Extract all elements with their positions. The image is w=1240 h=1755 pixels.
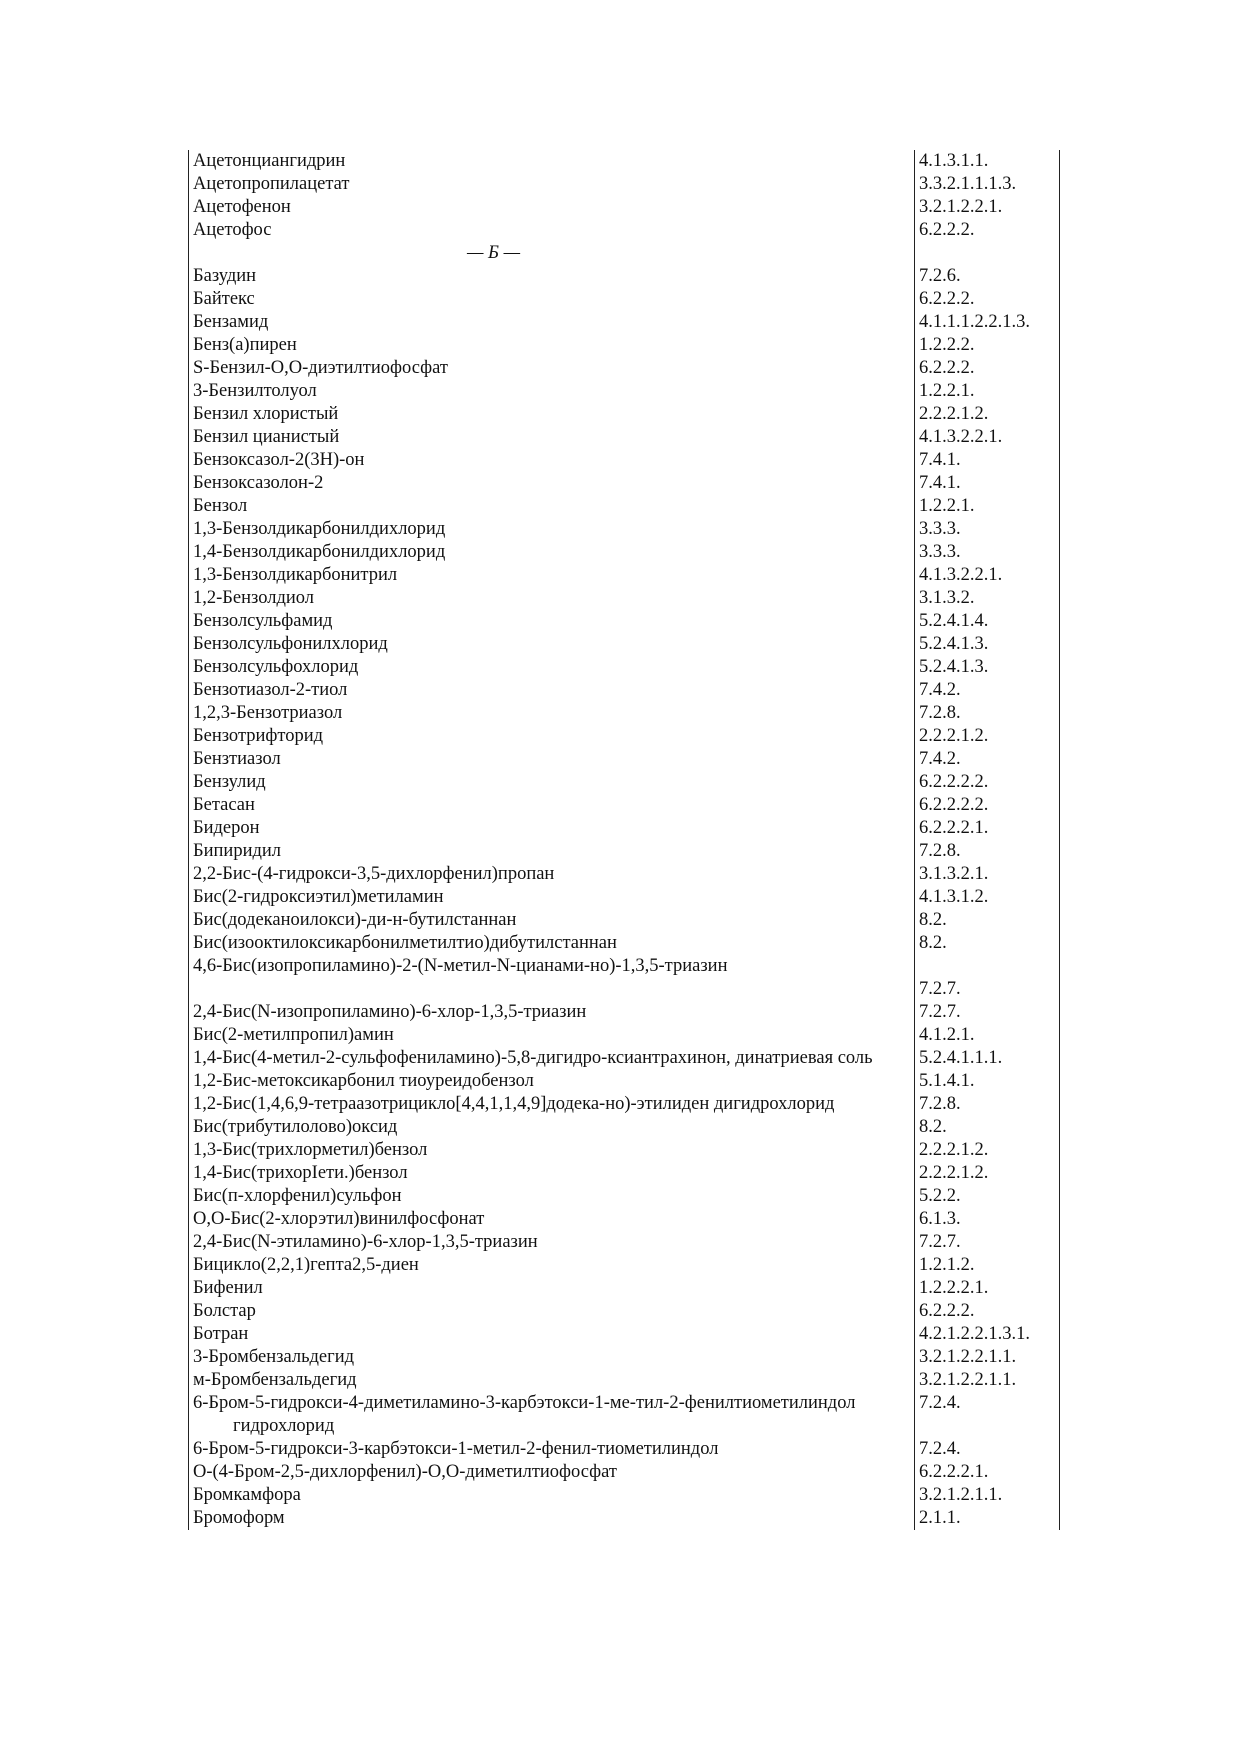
entry-ref: 2.2.2.1.2. <box>915 1162 1060 1185</box>
index-entry <box>189 725 1060 748</box>
entry-ref: 7.2.7. <box>915 1231 1060 1254</box>
entry-name: Бис(2-метилпропил)амин <box>189 1024 915 1047</box>
entry-name: 3-Бензилтолуол <box>189 380 915 403</box>
entry-name: 4,6-Бис(изопропиламино)-2-(N-метил-N-цианами-но)-1,3,5-триазин <box>189 955 915 1001</box>
entry-ref: 4.1.3.1.2. <box>915 886 1060 909</box>
index-entry <box>189 472 1060 495</box>
entry-ref: 7.4.1. <box>915 472 1060 495</box>
entry-name: Бензол <box>189 495 915 518</box>
index-entry <box>189 495 1060 518</box>
index-entry <box>189 1392 1060 1438</box>
entry-ref: 7.2.4. <box>915 1438 1060 1461</box>
entry-name: Бромоформ <box>189 1507 915 1530</box>
entry-name: 1,2,3-Бензотриазол <box>189 702 915 725</box>
entry-name: Болстар <box>189 1300 915 1323</box>
entry-ref: 4.1.3.1.1. <box>915 150 1060 173</box>
entry-ref: 4.2.1.2.2.1.3.1. <box>915 1323 1060 1346</box>
entry-ref: 8.2. <box>915 909 1060 932</box>
index-entry <box>189 334 1060 357</box>
entry-ref: 3.1.3.2.1. <box>915 863 1060 886</box>
entry-name: 1,3-Бис(трихлорметил)бензол <box>189 1139 915 1162</box>
section-ref-empty <box>915 242 1060 265</box>
entry-ref: 6.2.2.2. <box>915 219 1060 242</box>
entry-ref: 6.2.2.2.2. <box>915 794 1060 817</box>
index-entry <box>189 886 1060 909</box>
index-entry <box>189 311 1060 334</box>
entry-name: Бензолсульфохлорид <box>189 656 915 679</box>
entry-name: 1,2-Бис(1,4,6,9-тетраазотрицикло[4,4,1,1,4,9]додека-но)-этилиден дигидрохлорид <box>189 1093 915 1116</box>
index-entry <box>189 771 1060 794</box>
index-entry <box>189 702 1060 725</box>
index-entry <box>189 357 1060 380</box>
entry-name: 3-Бромбензальдегид <box>189 1346 915 1369</box>
index-entry <box>189 426 1060 449</box>
entry-ref: 2.2.2.1.2. <box>915 725 1060 748</box>
entry-ref: 4.1.2.1. <box>915 1024 1060 1047</box>
entry-name: 1,2-Бис-метоксикарбонил тиоуреидобензол <box>189 1070 915 1093</box>
entry-name: Бензтиазол <box>189 748 915 771</box>
entry-ref: 5.2.4.1.4. <box>915 610 1060 633</box>
entry-name: Бензил цианистый <box>189 426 915 449</box>
entry-name: 2,2-Бис-(4-гидрокси-3,5-дихлорфенил)пропан <box>189 863 915 886</box>
entry-name: Ацетофенон <box>189 196 915 219</box>
index-entry <box>189 1024 1060 1047</box>
entry-ref: 6.1.3. <box>915 1208 1060 1231</box>
entry-ref: 7.2.8. <box>915 702 1060 725</box>
entry-name: Бипиридил <box>189 840 915 863</box>
entry-name: 1,3-Бензолдикарбонитрил <box>189 564 915 587</box>
index-entry <box>189 1438 1060 1461</box>
index-entry <box>189 863 1060 886</box>
entry-ref: 3.3.2.1.1.1.3. <box>915 173 1060 196</box>
entry-name: Байтекс <box>189 288 915 311</box>
entry-ref: 2.1.1. <box>915 1507 1060 1530</box>
entry-name: Базудин <box>189 265 915 288</box>
entry-name: S-Бензил-О,О-диэтилтиофосфат <box>189 357 915 380</box>
index-table <box>188 150 1060 1530</box>
entry-name: 6-Бром-5-гидрокси-3-карбэтокси-1-метил-2-фенил-тиометилиндол <box>189 1438 915 1461</box>
entry-ref: 7.2.4. <box>915 1392 1060 1438</box>
index-entry <box>189 748 1060 771</box>
entry-name: Бензотиазол-2-тиол <box>189 679 915 702</box>
entry-name: Бис(трибутилолово)оксид <box>189 1116 915 1139</box>
index-entry <box>189 288 1060 311</box>
index-entry <box>189 932 1060 955</box>
index-entry <box>189 449 1060 472</box>
entry-name: Ацетопропилацетат <box>189 173 915 196</box>
entry-name: Бензолсульфонилхлорид <box>189 633 915 656</box>
index-entry <box>189 1093 1060 1116</box>
entry-ref: 7.2.7. <box>915 955 1060 1001</box>
index-entry <box>189 1369 1060 1392</box>
entry-ref: 7.2.6. <box>915 265 1060 288</box>
entry-ref: 3.3.3. <box>915 518 1060 541</box>
entry-ref: 4.1.3.2.2.1. <box>915 426 1060 449</box>
index-entry <box>189 794 1060 817</box>
index-entry <box>189 173 1060 196</box>
entry-name: Бензулид <box>189 771 915 794</box>
entry-ref: 8.2. <box>915 932 1060 955</box>
section-letter: — Б — <box>189 242 915 265</box>
index-entry <box>189 656 1060 679</box>
index-entry <box>189 1507 1060 1530</box>
index-entry <box>189 1323 1060 1346</box>
index-entry <box>189 955 1060 1001</box>
index-entry <box>189 1254 1060 1277</box>
entry-ref: 6.2.2.2. <box>915 1300 1060 1323</box>
index-entry <box>189 564 1060 587</box>
index-entry <box>189 587 1060 610</box>
entry-name: 2,4-Бис(N-изопропиламино)-6-хлор-1,3,5-триазин <box>189 1001 915 1024</box>
entry-ref: 6.2.2.2. <box>915 288 1060 311</box>
index-entry <box>189 1162 1060 1185</box>
entry-ref: 7.4.2. <box>915 679 1060 702</box>
entry-ref: 1.2.2.2. <box>915 334 1060 357</box>
entry-ref: 1.2.2.2.1. <box>915 1277 1060 1300</box>
index-entry <box>189 679 1060 702</box>
index-entry <box>189 219 1060 242</box>
index-body <box>189 150 1060 1530</box>
entry-name: Бидерон <box>189 817 915 840</box>
entry-name: м-Бромбензальдегид <box>189 1369 915 1392</box>
entry-name: 1,4-Бис(трихорIети.)бензол <box>189 1162 915 1185</box>
index-entry <box>189 840 1060 863</box>
entry-ref: 7.4.1. <box>915 449 1060 472</box>
index-entry <box>189 1047 1060 1070</box>
index-entry <box>189 265 1060 288</box>
entry-ref: 2.2.2.1.2. <box>915 1139 1060 1162</box>
entry-name: Бенз(а)пирен <box>189 334 915 357</box>
entry-name: Бензоксазолон-2 <box>189 472 915 495</box>
entry-ref: 6.2.2.2.1. <box>915 817 1060 840</box>
index-entry <box>189 1070 1060 1093</box>
entry-name: Бензолсульфамид <box>189 610 915 633</box>
index-entry <box>189 541 1060 564</box>
entry-name: 1,4-Бис(4-метил-2-сульфофениламино)-5,8-дигидро-ксиантрахинон, динатриевая соль <box>189 1047 915 1070</box>
entry-ref: 4.1.1.1.2.2.1.3. <box>915 311 1060 334</box>
entry-name: Ацетонциангидрин <box>189 150 915 173</box>
entry-name: Ботран <box>189 1323 915 1346</box>
entry-name: 1,4-Бензолдикарбонилдихлорид <box>189 541 915 564</box>
index-entry <box>189 1139 1060 1162</box>
entry-name: Бис(п-хлорфенил)сульфон <box>189 1185 915 1208</box>
index-entry <box>189 1001 1060 1024</box>
entry-name: 1,3-Бензолдикарбонилдихлорид <box>189 518 915 541</box>
index-entry <box>189 380 1060 403</box>
index-entry <box>189 150 1060 173</box>
entry-ref: 3.3.3. <box>915 541 1060 564</box>
entry-ref: 2.2.2.1.2. <box>915 403 1060 426</box>
entry-ref: 3.2.1.2.2.1.1. <box>915 1346 1060 1369</box>
entry-ref: 3.2.1.2.1.1. <box>915 1484 1060 1507</box>
index-entry <box>189 1116 1060 1139</box>
entry-name: 6-Бром-5-гидрокси-4-диметиламино-3-карбэтокси-1-ме-тил-2-фенилтиометилиндол гидрохлорид <box>189 1392 915 1438</box>
index-entry <box>189 1300 1060 1323</box>
index-entry <box>189 518 1060 541</box>
index-entry <box>189 1208 1060 1231</box>
entry-name: Бромкамфора <box>189 1484 915 1507</box>
entry-ref: 5.1.4.1. <box>915 1070 1060 1093</box>
index-entry <box>189 909 1060 932</box>
entry-ref: 5.2.2. <box>915 1185 1060 1208</box>
entry-ref: 7.2.7. <box>915 1001 1060 1024</box>
entry-ref: 1.2.2.1. <box>915 495 1060 518</box>
entry-name: Ацетофос <box>189 219 915 242</box>
section-heading-row <box>189 242 1060 265</box>
entry-ref: 6.2.2.2.1. <box>915 1461 1060 1484</box>
entry-ref: 3.1.3.2. <box>915 587 1060 610</box>
entry-name: Бицикло(2,2,1)гепта2,5-диен <box>189 1254 915 1277</box>
entry-ref: 5.2.4.1.3. <box>915 633 1060 656</box>
entry-name: О,О-Бис(2-хлорэтил)винилфосфонат <box>189 1208 915 1231</box>
entry-name: Бис(2-гидроксиэтил)метиламин <box>189 886 915 909</box>
index-entry <box>189 1231 1060 1254</box>
entry-name: Бетасан <box>189 794 915 817</box>
entry-ref: 4.1.3.2.2.1. <box>915 564 1060 587</box>
index-entry <box>189 1346 1060 1369</box>
entry-name: Бензил хлористый <box>189 403 915 426</box>
entry-name: Бензоксазол-2(3Н)-он <box>189 449 915 472</box>
entry-name: 2,4-Бис(N-этиламино)-6-хлор-1,3,5-триазин <box>189 1231 915 1254</box>
entry-name: Бис(изооктилоксикарбонилметилтио)дибутилстаннан <box>189 932 915 955</box>
entry-ref: 3.2.1.2.2.1.1. <box>915 1369 1060 1392</box>
index-entry <box>189 610 1060 633</box>
entry-ref: 1.2.1.2. <box>915 1254 1060 1277</box>
entry-name: Бензотрифторид <box>189 725 915 748</box>
index-entry <box>189 196 1060 219</box>
entry-ref: 7.4.2. <box>915 748 1060 771</box>
entry-ref: 1.2.2.1. <box>915 380 1060 403</box>
entry-ref: 6.2.2.2. <box>915 357 1060 380</box>
index-entry <box>189 1461 1060 1484</box>
entry-name: Бензамид <box>189 311 915 334</box>
index-entry <box>189 817 1060 840</box>
index-entry <box>189 403 1060 426</box>
entry-ref: 7.2.8. <box>915 840 1060 863</box>
entry-ref: 5.2.4.1.3. <box>915 656 1060 679</box>
entry-name: 1,2-Бензолдиол <box>189 587 915 610</box>
index-entry <box>189 1185 1060 1208</box>
entry-ref: 5.2.4.1.1.1. <box>915 1047 1060 1070</box>
entry-ref: 6.2.2.2.2. <box>915 771 1060 794</box>
index-entry <box>189 1277 1060 1300</box>
entry-name: Бифенил <box>189 1277 915 1300</box>
entry-ref: 3.2.1.2.2.1. <box>915 196 1060 219</box>
entry-ref: 7.2.8. <box>915 1093 1060 1116</box>
index-entry <box>189 1484 1060 1507</box>
index-entry <box>189 633 1060 656</box>
entry-name: Бис(додеканоилокси)-ди-н-бутилстаннан <box>189 909 915 932</box>
entry-name: О-(4-Бром-2,5-дихлорфенил)-О,О-диметилтиофосфат <box>189 1461 915 1484</box>
entry-ref: 8.2. <box>915 1116 1060 1139</box>
